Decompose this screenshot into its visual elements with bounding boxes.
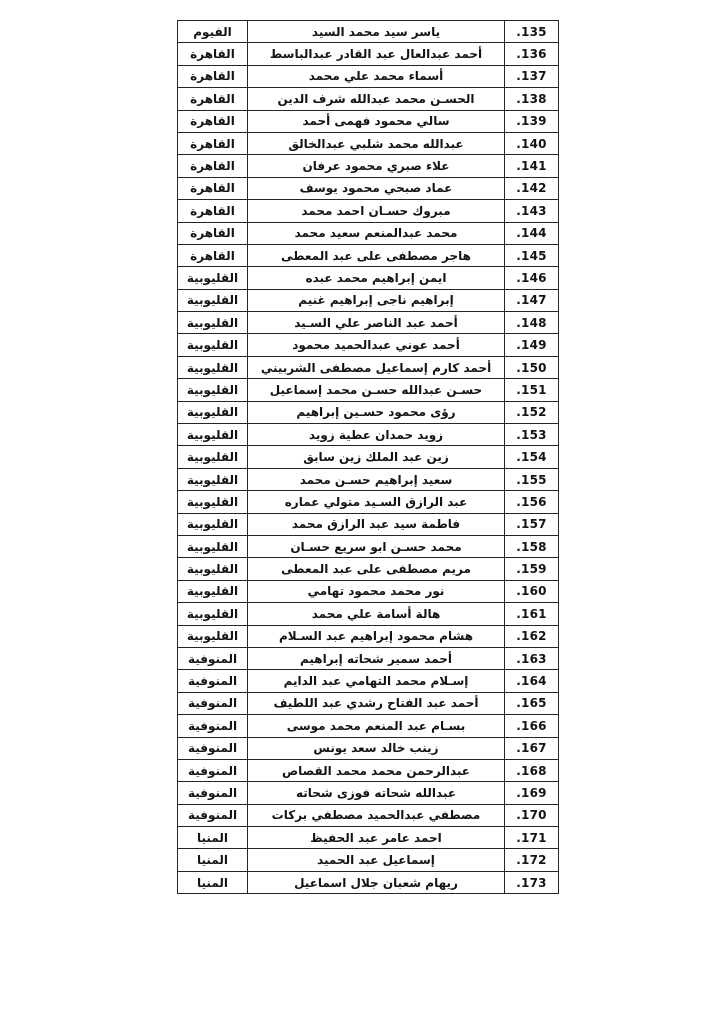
roster-table	[177, 20, 559, 894]
row-number-cell: .159	[505, 558, 559, 580]
table-row	[178, 424, 559, 446]
row-number-cell: .149	[505, 334, 559, 356]
person-name-cell: زويد حمدان عطية زويد	[248, 424, 505, 446]
governorate-cell: القليوبية	[178, 603, 248, 625]
governorate-cell: القليوبية	[178, 401, 248, 423]
person-name-cell: مبروك حسـان احمد محمد	[248, 200, 505, 222]
person-name-cell: عماد صبحي محمود يوسف	[248, 177, 505, 199]
person-name-cell: هالة أسامة علي محمد	[248, 603, 505, 625]
row-number-cell: .157	[505, 513, 559, 535]
governorate-cell: المنوفية	[178, 692, 248, 714]
person-name-cell: زين عبد الملك زين سابق	[248, 446, 505, 468]
governorate-cell: القاهرة	[178, 65, 248, 87]
governorate-cell: المنوفية	[178, 782, 248, 804]
person-name-cell: أحمد عبد الفتاح رشدي عبد اللطيف	[248, 692, 505, 714]
governorate-cell: القاهرة	[178, 132, 248, 154]
person-name-cell: سالي محمود فهمى أحمد	[248, 110, 505, 132]
table-row	[178, 88, 559, 110]
table-row	[178, 535, 559, 557]
person-name-cell: سعيد إبراهيم حسـن محمد	[248, 468, 505, 490]
row-number-cell: .144	[505, 222, 559, 244]
table-row	[178, 446, 559, 468]
governorate-cell: المنيا	[178, 871, 248, 893]
row-number-cell: .147	[505, 289, 559, 311]
row-number-cell: .165	[505, 692, 559, 714]
governorate-cell: القليوبية	[178, 491, 248, 513]
row-number-cell: .170	[505, 804, 559, 826]
table-row	[178, 759, 559, 781]
person-name-cell: احمد عامر عبد الحفيظ	[248, 827, 505, 849]
person-name-cell: محمد حسـن ابو سريع حسـان	[248, 535, 505, 557]
person-name-cell: أحمد كارم إسماعيل مصطفى الشربيني	[248, 356, 505, 378]
table-row	[178, 401, 559, 423]
row-number-cell: .168	[505, 759, 559, 781]
table-row	[178, 334, 559, 356]
row-number-cell: .146	[505, 267, 559, 289]
person-name-cell: هاجر مصطفى على عبد المعطى	[248, 244, 505, 266]
governorate-cell: الفيوم	[178, 21, 248, 43]
table-row	[178, 782, 559, 804]
table-row	[178, 580, 559, 602]
governorate-cell: القليوبية	[178, 379, 248, 401]
table-row	[178, 289, 559, 311]
row-number-cell: .142	[505, 177, 559, 199]
roster-body	[178, 21, 559, 894]
person-name-cell: مريم مصطفى على عبد المعطى	[248, 558, 505, 580]
row-number-cell: .136	[505, 43, 559, 65]
governorate-cell: القاهرة	[178, 222, 248, 244]
row-number-cell: .143	[505, 200, 559, 222]
table-row	[178, 43, 559, 65]
table-row	[178, 670, 559, 692]
row-number-cell: .172	[505, 849, 559, 871]
governorate-cell: القاهرة	[178, 110, 248, 132]
governorate-cell: القليوبية	[178, 446, 248, 468]
row-number-cell: .156	[505, 491, 559, 513]
person-name-cell: عبد الرازق السـيد متولي عماره	[248, 491, 505, 513]
governorate-cell: القليوبية	[178, 356, 248, 378]
governorate-cell: القاهرة	[178, 244, 248, 266]
person-name-cell: علاء صبري محمود عرفان	[248, 155, 505, 177]
table-row	[178, 513, 559, 535]
row-number-cell: .151	[505, 379, 559, 401]
table-row	[178, 312, 559, 334]
person-name-cell: إسـلام محمد التهامي عبد الدايم	[248, 670, 505, 692]
table-row	[178, 715, 559, 737]
row-number-cell: .169	[505, 782, 559, 804]
table-row	[178, 827, 559, 849]
row-number-cell: .148	[505, 312, 559, 334]
governorate-cell: القليوبية	[178, 267, 248, 289]
row-number-cell: .139	[505, 110, 559, 132]
person-name-cell: الحسـن محمد عبدالله شرف الدين	[248, 88, 505, 110]
person-name-cell: زينب خالد سعد يونس	[248, 737, 505, 759]
table-row	[178, 491, 559, 513]
row-number-cell: .164	[505, 670, 559, 692]
table-row	[178, 804, 559, 826]
governorate-cell: القاهرة	[178, 88, 248, 110]
governorate-cell: القليوبية	[178, 625, 248, 647]
person-name-cell: هشام محمود إبراهيم عبد السـلام	[248, 625, 505, 647]
row-number-cell: .153	[505, 424, 559, 446]
row-number-cell: .140	[505, 132, 559, 154]
row-number-cell: .166	[505, 715, 559, 737]
governorate-cell: المنوفية	[178, 737, 248, 759]
table-row	[178, 647, 559, 669]
governorate-cell: القليوبية	[178, 513, 248, 535]
person-name-cell: أحمد عبد الناصر علي السـيد	[248, 312, 505, 334]
row-number-cell: .152	[505, 401, 559, 423]
row-number-cell: .160	[505, 580, 559, 602]
row-number-cell: .161	[505, 603, 559, 625]
table-row	[178, 558, 559, 580]
table-row	[178, 849, 559, 871]
person-name-cell: عبدالله شحاته فوزى شحاته	[248, 782, 505, 804]
person-name-cell: نور محمد محمود تهامي	[248, 580, 505, 602]
governorate-cell: القليوبية	[178, 334, 248, 356]
table-row	[178, 244, 559, 266]
person-name-cell: ايمن إبراهيم محمد عبده	[248, 267, 505, 289]
table-row	[178, 21, 559, 43]
table-row	[178, 737, 559, 759]
governorate-cell: المنوفية	[178, 670, 248, 692]
row-number-cell: .150	[505, 356, 559, 378]
table-row	[178, 222, 559, 244]
row-number-cell: .135	[505, 21, 559, 43]
governorate-cell: القاهرة	[178, 43, 248, 65]
table-row	[178, 871, 559, 893]
person-name-cell: عبدالرحمن محمد محمد القصاص	[248, 759, 505, 781]
row-number-cell: .154	[505, 446, 559, 468]
row-number-cell: .145	[505, 244, 559, 266]
governorate-cell: القاهرة	[178, 177, 248, 199]
row-number-cell: .137	[505, 65, 559, 87]
person-name-cell: أسماء محمد علي محمد	[248, 65, 505, 87]
governorate-cell: القاهرة	[178, 200, 248, 222]
governorate-cell: القليوبية	[178, 580, 248, 602]
table-row	[178, 625, 559, 647]
table-row	[178, 65, 559, 87]
person-name-cell: أحمد سمير شحاته إبراهيم	[248, 647, 505, 669]
person-name-cell: حسـن عبدالله حسـن محمد إسماعيل	[248, 379, 505, 401]
table-row	[178, 356, 559, 378]
person-name-cell: بسـام عبد المنعم محمد موسى	[248, 715, 505, 737]
person-name-cell: أحمد عبدالعال عبد القادر عبدالباسط	[248, 43, 505, 65]
governorate-cell: القليوبية	[178, 289, 248, 311]
table-row	[178, 110, 559, 132]
table-row	[178, 603, 559, 625]
table-row	[178, 132, 559, 154]
table-row	[178, 379, 559, 401]
person-name-cell: إبراهيم ناجى إبراهيم غنيم	[248, 289, 505, 311]
row-number-cell: .163	[505, 647, 559, 669]
row-number-cell: .173	[505, 871, 559, 893]
table-row	[178, 468, 559, 490]
governorate-cell: المنوفية	[178, 804, 248, 826]
table-row	[178, 155, 559, 177]
person-name-cell: محمد عبدالمنعم سعيد محمد	[248, 222, 505, 244]
governorate-cell: القليوبية	[178, 535, 248, 557]
person-name-cell: أحمد عوني عبدالحميد محمود	[248, 334, 505, 356]
person-name-cell: إسماعيل عبد الحميد	[248, 849, 505, 871]
governorate-cell: المنوفية	[178, 759, 248, 781]
person-name-cell: مصطفي عبدالحميد مصطفي بركات	[248, 804, 505, 826]
row-number-cell: .158	[505, 535, 559, 557]
table-row	[178, 267, 559, 289]
person-name-cell: فاطمة سيد عبد الرازق محمد	[248, 513, 505, 535]
row-number-cell: .167	[505, 737, 559, 759]
governorate-cell: المنوفية	[178, 715, 248, 737]
governorate-cell: القليوبية	[178, 558, 248, 580]
governorate-cell: المنيا	[178, 849, 248, 871]
governorate-cell: المنوفية	[178, 647, 248, 669]
person-name-cell: ريهام شعبان جلال اسماعيل	[248, 871, 505, 893]
person-name-cell: رؤى محمود حسـين إبراهيم	[248, 401, 505, 423]
person-name-cell: عبدالله محمد شلبي عبدالخالق	[248, 132, 505, 154]
governorate-cell: المنيا	[178, 827, 248, 849]
row-number-cell: .155	[505, 468, 559, 490]
governorate-cell: القليوبية	[178, 468, 248, 490]
person-name-cell: ياسر سيد محمد السيد	[248, 21, 505, 43]
row-number-cell: .162	[505, 625, 559, 647]
governorate-cell: القليوبية	[178, 312, 248, 334]
table-row	[178, 200, 559, 222]
row-number-cell: .138	[505, 88, 559, 110]
table-row	[178, 692, 559, 714]
row-number-cell: .171	[505, 827, 559, 849]
governorate-cell: القاهرة	[178, 155, 248, 177]
table-row	[178, 177, 559, 199]
governorate-cell: القليوبية	[178, 424, 248, 446]
row-number-cell: .141	[505, 155, 559, 177]
